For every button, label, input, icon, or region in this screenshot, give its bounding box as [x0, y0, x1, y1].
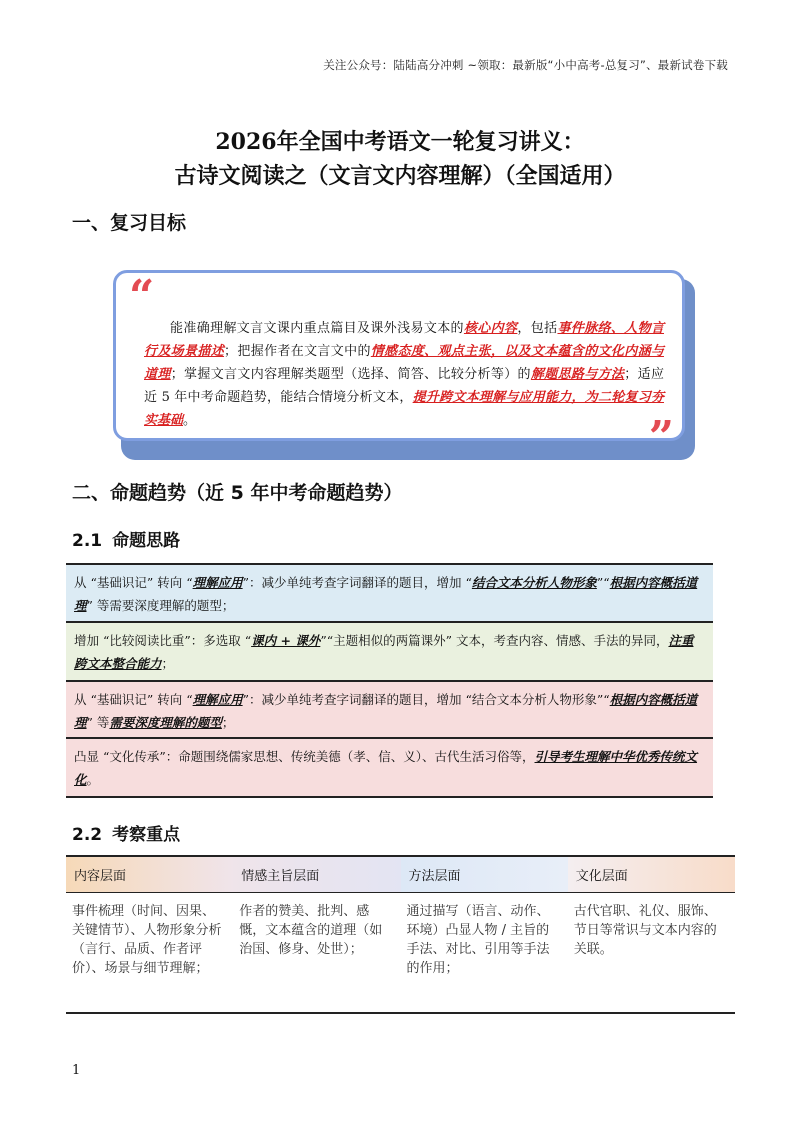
header-notice: 关注公众号：陆陆高分冲刺 ~领取：最新版“小中高考-总复习”、最新试卷下载	[323, 58, 728, 72]
table-cell: 通过描写（语言、动作、环境）凸显人物 / 主旨的手法、对比、引用等手法的作用；	[406, 904, 550, 976]
trend-text: 。	[86, 772, 100, 787]
trend-text: 凸显 “文化传承”：命题围绕儒家思想、传统美德（孝、信、义）、古代生活习俗等，	[74, 749, 535, 764]
goal-highlight: 提升跨文本理解与应用能力，为二轮复习夯实基础	[144, 390, 664, 428]
section2-heading: 二、命题趋势（近 5 年中考命题趋势）	[72, 482, 403, 504]
goal-box	[113, 270, 685, 463]
trend-text: ”：减少单纯考查字词翻译的题目，增加 “结合文本分析人物形象”“	[242, 692, 610, 707]
trend-emphasis: 根据内容概括道理	[74, 575, 698, 613]
trend-text: 从 “基础识记” 转向 “	[74, 692, 193, 707]
quote-close-icon: ”	[648, 412, 674, 463]
table-header-cell: 方法层面	[401, 857, 568, 892]
page-title-line1: 2026年全国中考语文一轮复习讲义：	[215, 129, 585, 155]
table-header-cell: 文化层面	[568, 857, 735, 892]
trend-text: ；	[221, 715, 235, 730]
goal-highlight: 核心内容	[463, 321, 518, 336]
goal-text-part: 。	[183, 413, 197, 428]
section1-heading: 一、复习目标	[72, 212, 187, 234]
trend-text: 增加 “比较阅读比重”：多选取 “	[74, 633, 252, 648]
table-row	[66, 892, 735, 1014]
goal-text-part: ，包括	[517, 321, 558, 336]
trend-emphasis: 根据内容概括道理	[74, 692, 698, 730]
trend-row	[66, 737, 713, 798]
subsection-title: 考察重点	[112, 825, 181, 845]
trend-text: ” 等	[86, 715, 110, 730]
trend-text: ”“	[596, 575, 610, 590]
trend-emphasis: 理解应用	[192, 692, 243, 707]
quote-open-icon: “	[129, 271, 155, 322]
goal-highlight: 解题思路与方法	[530, 367, 625, 382]
trend-emphasis: 理解应用	[192, 575, 243, 590]
goal-text-part: ；掌握文言文内容理解类题型（选择、简答、比较分析等）的	[170, 367, 531, 382]
trend-emphasis: 需要深度理解的题型	[109, 715, 222, 730]
subsection-2-1-heading	[72, 526, 180, 551]
table-cell: 作者的赞美、批判、感慨，文本蕴含的道理（如治国、修身、处世）；	[239, 904, 383, 957]
subsection-number: 2.2	[72, 825, 103, 845]
trend-emphasis: 引导考生理解中华优秀传统文化	[74, 749, 698, 787]
subsection-2-2-heading	[72, 820, 180, 845]
goal-text-part: ；适应近 5 年中考命题趋势，能结合情境分析文本，	[144, 367, 664, 405]
goal-text	[144, 317, 664, 432]
trend-text: ” 等需要深度理解的题型；	[86, 598, 235, 613]
trend-text: ”：减少单纯考查字词翻译的题目，增加 “	[242, 575, 472, 590]
trend-emphasis: 结合文本分析人物形象	[471, 575, 597, 590]
table-cell: 事件梳理（时间、因果、关键情节）、人物形象分析（言行、品质、作者评价）、场景与细节理解；	[72, 904, 222, 976]
trend-row	[66, 680, 713, 738]
table-header-row	[66, 855, 735, 893]
trend-emphasis: 注重跨文本整合能力	[74, 633, 694, 671]
table-header-cell: 内容层面	[66, 857, 233, 892]
trend-row	[66, 563, 713, 622]
subsection-title: 命题思路	[112, 531, 181, 551]
page-title-line2: 古诗文阅读之（文言文内容理解）（全国适用）	[174, 163, 626, 189]
trend-text: ”“主题相似的两篇课外” 文本，考查内容、情感、手法的异同，	[320, 633, 669, 648]
table-cell: 古代官职、礼仪、服饰、节日等常识与文本内容的关联。	[573, 904, 717, 957]
table-header-cell: 情感主旨层面	[233, 857, 400, 892]
goal-highlight: 事件脉络、人物言行及场景描述	[144, 321, 664, 359]
goal-text-part: 能准确理解文言文课内重点篇目及课外浅易文本的	[170, 321, 464, 336]
page-number: 1	[72, 1063, 81, 1078]
trend-row	[66, 621, 713, 681]
trend-emphasis: 课内 + 课外	[251, 633, 321, 648]
trend-text: ；	[161, 656, 175, 671]
goal-text-part: ；把握作者在文言文中的	[224, 344, 371, 359]
subsection-number: 2.1	[72, 531, 103, 551]
goal-highlight: 情感态度、观点主张，以及文本蕴含的文化内涵与道理	[144, 344, 664, 382]
trend-text: 从 “基础识记” 转向 “	[74, 575, 193, 590]
